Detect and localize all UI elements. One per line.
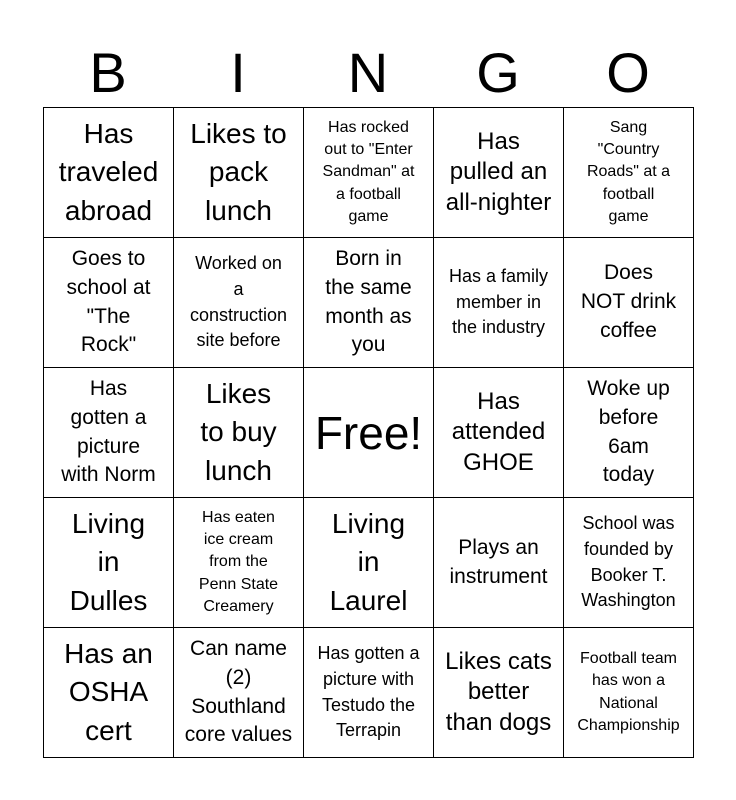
cell-text: Has traveled abroad xyxy=(58,118,159,226)
cell-text: Living in Dulles xyxy=(69,508,148,616)
bingo-cell[interactable] xyxy=(174,238,304,368)
cell-text: Has eaten ice cream from the Penn State Creamery xyxy=(198,509,279,615)
cell-text: Can name (2) Southland core values xyxy=(184,636,293,747)
bingo-header xyxy=(43,38,693,108)
cell-text: Goes to school at "The Rock" xyxy=(66,246,151,357)
cell-text: Does NOT drink coffee xyxy=(580,261,677,342)
bingo-cell-free[interactable] xyxy=(304,368,434,498)
bingo-cell[interactable] xyxy=(174,628,304,758)
bingo-cell[interactable] xyxy=(304,108,434,238)
cell-text: Football team has won a National Championship xyxy=(577,650,680,734)
cell-text: School was founded by Booker T. Washington xyxy=(581,513,676,611)
cell-text: Plays an instrument xyxy=(449,535,548,588)
bingo-cell[interactable] xyxy=(434,498,564,628)
cell-text: Living in Laurel xyxy=(329,508,408,616)
header-letter-g: G xyxy=(476,41,520,104)
bingo-cell[interactable] xyxy=(564,628,694,758)
bingo-cell[interactable] xyxy=(44,368,174,498)
cell-text: Has an OSHA cert xyxy=(64,638,153,746)
free-space-text: Free! xyxy=(314,406,423,459)
bingo-cell[interactable] xyxy=(174,108,304,238)
bingo-cell[interactable] xyxy=(174,368,304,498)
cell-text: Likes cats better than dogs xyxy=(445,647,552,736)
bingo-cell[interactable] xyxy=(564,498,694,628)
bingo-cell[interactable] xyxy=(564,108,694,238)
bingo-cell[interactable] xyxy=(44,498,174,628)
bingo-cell[interactable] xyxy=(434,628,564,758)
bingo-board xyxy=(43,107,694,758)
cell-text: Has rocked out to "Enter Sandman" at a football game xyxy=(322,119,415,225)
cell-text: Born in the same month as you xyxy=(325,246,412,357)
bingo-cell[interactable] xyxy=(304,628,434,758)
bingo-cell[interactable] xyxy=(434,108,564,238)
bingo-cell[interactable] xyxy=(434,238,564,368)
header-letter-i: I xyxy=(230,41,246,104)
cell-text: Has attended GHOE xyxy=(451,387,546,476)
bingo-cell[interactable] xyxy=(44,238,174,368)
cell-text: Has gotten a picture with Norm xyxy=(61,376,156,487)
bingo-cell[interactable] xyxy=(564,368,694,498)
cell-text: Likes to pack lunch xyxy=(190,118,287,226)
cell-text: Has pulled an all-nighter xyxy=(445,127,552,216)
cell-text: Has a family member in the industry xyxy=(448,266,549,338)
cell-text: Has gotten a picture with Testudo the Terrapin xyxy=(317,643,420,741)
bingo-cell[interactable] xyxy=(564,238,694,368)
bingo-cell[interactable] xyxy=(434,368,564,498)
cell-text: Likes to buy lunch xyxy=(200,378,277,486)
bingo-cell[interactable] xyxy=(304,498,434,628)
bingo-cell[interactable] xyxy=(174,498,304,628)
bingo-cell[interactable] xyxy=(44,108,174,238)
cell-text: Worked on a construction site before xyxy=(189,253,288,351)
header-letter-o: O xyxy=(606,41,650,104)
cell-text: Woke up before 6am today xyxy=(587,376,670,487)
bingo-cell[interactable] xyxy=(44,628,174,758)
bingo-cell[interactable] xyxy=(304,238,434,368)
cell-text: Sang "Country Roads" at a football game xyxy=(586,119,671,225)
header-letter-b: B xyxy=(89,41,127,104)
header-letter-n: N xyxy=(347,41,389,104)
